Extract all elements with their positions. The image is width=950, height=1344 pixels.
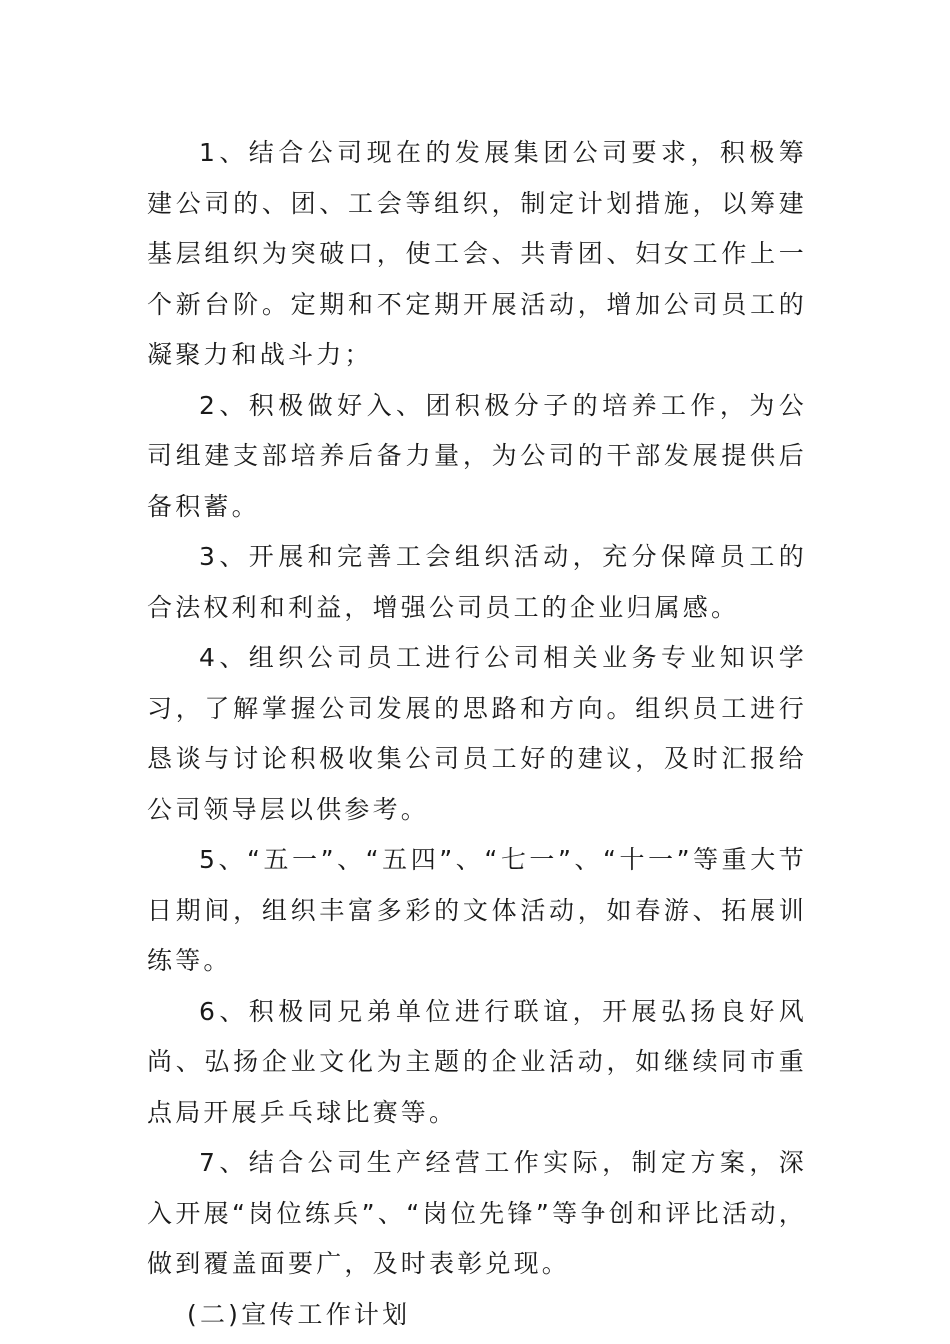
section-heading: (二)宣传工作计划: [187, 1299, 411, 1329]
paragraph-item-2: 2、积极做好入、团积极分子的培养工作，为公司组建支部培养后备力量，为公司的干部发展提供后备积蓄。: [147, 390, 807, 521]
paragraph-item-5: 5、“五一”、“五四”、“七一”、“十一”等重大节日期间，组织丰富多彩的文体活动，如春游、拓展训练等。: [147, 845, 807, 975]
paragraph-item-6: 6、积极同兄弟单位进行联谊，开展弘扬良好风尚、弘扬企业文化为主题的企业活动，如继续同市重点局开展乒乓球比赛等。: [147, 996, 807, 1127]
paragraph-item-4: 4、组织公司员工进行公司相关业务专业知识学习，了解掌握公司发展的思路和方向。组织员工进行恳谈与讨论积极收集公司员工好的建议，及时汇报给公司领导层以供参考。: [147, 643, 807, 824]
paragraph-item-1: 1、结合公司现在的发展集团公司要求，积极筹建公司的、团、工会等组织，制定计划措施，以筹建基层组织为突破口，使工会、共青团、妇女工作上一个新台阶。定期和不定期开展活动，增加公司员工的凝聚力和战斗力；: [147, 138, 807, 369]
document-body: [147, 128, 807, 1340]
paragraph-item-7: 7、结合公司生产经营工作实际，制定方案，深入开展“岗位练兵”、“岗位先锋”等争创和评比活动，做到覆盖面要广，及时表彰兑现。: [147, 1148, 807, 1278]
paragraph-item-3: 3、开展和完善工会组织活动，充分保障员工的合法权利和利益，增强公司员工的企业归属感。: [147, 542, 807, 622]
